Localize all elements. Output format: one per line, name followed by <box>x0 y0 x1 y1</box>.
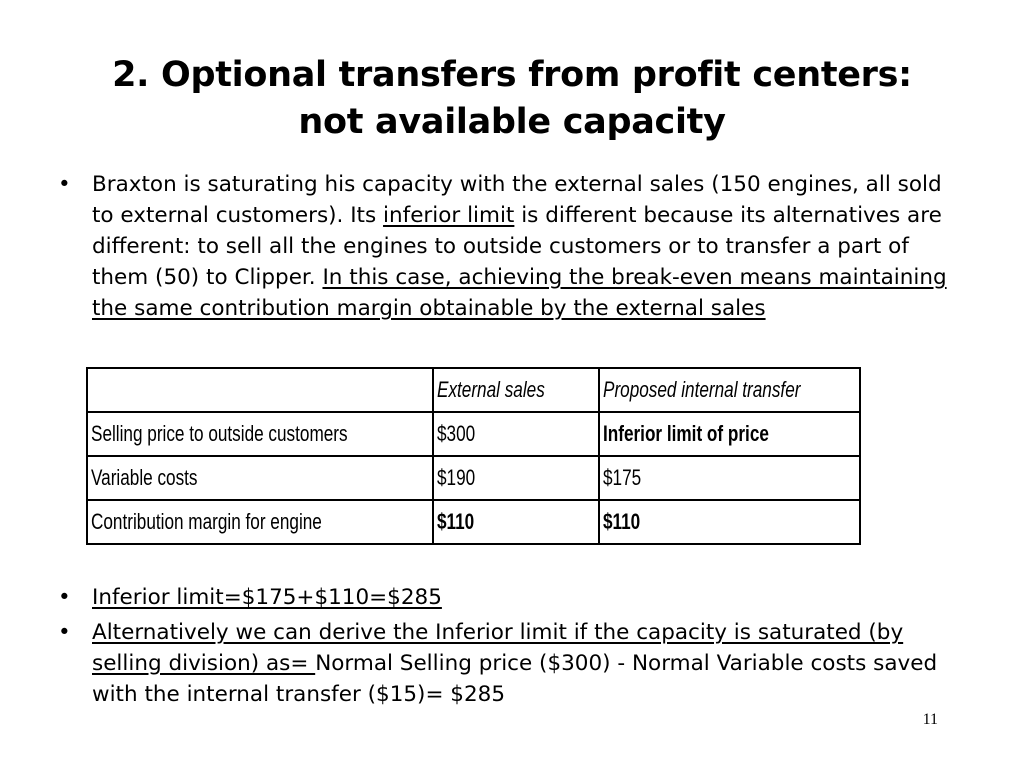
table-header-cell <box>87 368 433 412</box>
table-cell: $175 <box>599 456 860 500</box>
table-cell: $300 <box>433 412 599 456</box>
table-cell: Contribution margin for engine <box>87 500 433 544</box>
table-row <box>87 456 860 500</box>
bullet-marker: • <box>58 620 71 645</box>
table-cell: $110 <box>433 500 599 544</box>
bullet-list-top <box>56 169 948 328</box>
table-header-cell: External sales <box>433 368 599 412</box>
page-number: 11 <box>922 711 938 728</box>
bullet-item-braxton <box>56 169 948 324</box>
table-cell: $190 <box>433 456 599 500</box>
table-cell: $110 <box>599 500 860 544</box>
table-cell: Selling price to outside customers <box>87 412 433 456</box>
table-row <box>87 412 860 456</box>
table-cell: Inferior limit of price <box>599 412 860 456</box>
bullet-item-inferior-limit <box>56 582 948 613</box>
table-header-row <box>87 368 860 412</box>
bullet-list-bottom <box>56 582 948 714</box>
bullet-item-alternative <box>56 617 948 710</box>
bullet-text: Braxton is saturating his capacity with the external sales (150 engines, all sold to external customers). Its inferior limit is different because its alternatives are different: to sell all the engines to outside customers or to transfer a part of them (50) to Clipper. In this case, achieving the break-even means maintaining the same contribution margin obtainable by the external sales <box>92 172 947 321</box>
bullet-marker: • <box>58 172 71 197</box>
bullet-text: Inferior limit=$175+$110=$285 <box>92 585 442 610</box>
table-header-cell: Proposed internal transfer <box>599 368 860 412</box>
bullet-text: Alternatively we can derive the Inferior limit if the capacity is saturated (by selling division) as= Normal Selling price ($300) - Normal Variable costs saved with the internal transfer ($15)= $285 <box>92 620 938 707</box>
table-cell: Variable costs <box>87 456 433 500</box>
contribution-margin-table <box>86 367 861 545</box>
bullet-marker: • <box>58 585 71 610</box>
title-line-1: 2. Optional transfers from profit centers: <box>112 55 912 95</box>
title-line-2: not available capacity <box>298 102 726 142</box>
table-row <box>87 500 860 544</box>
slide-title <box>60 52 964 146</box>
